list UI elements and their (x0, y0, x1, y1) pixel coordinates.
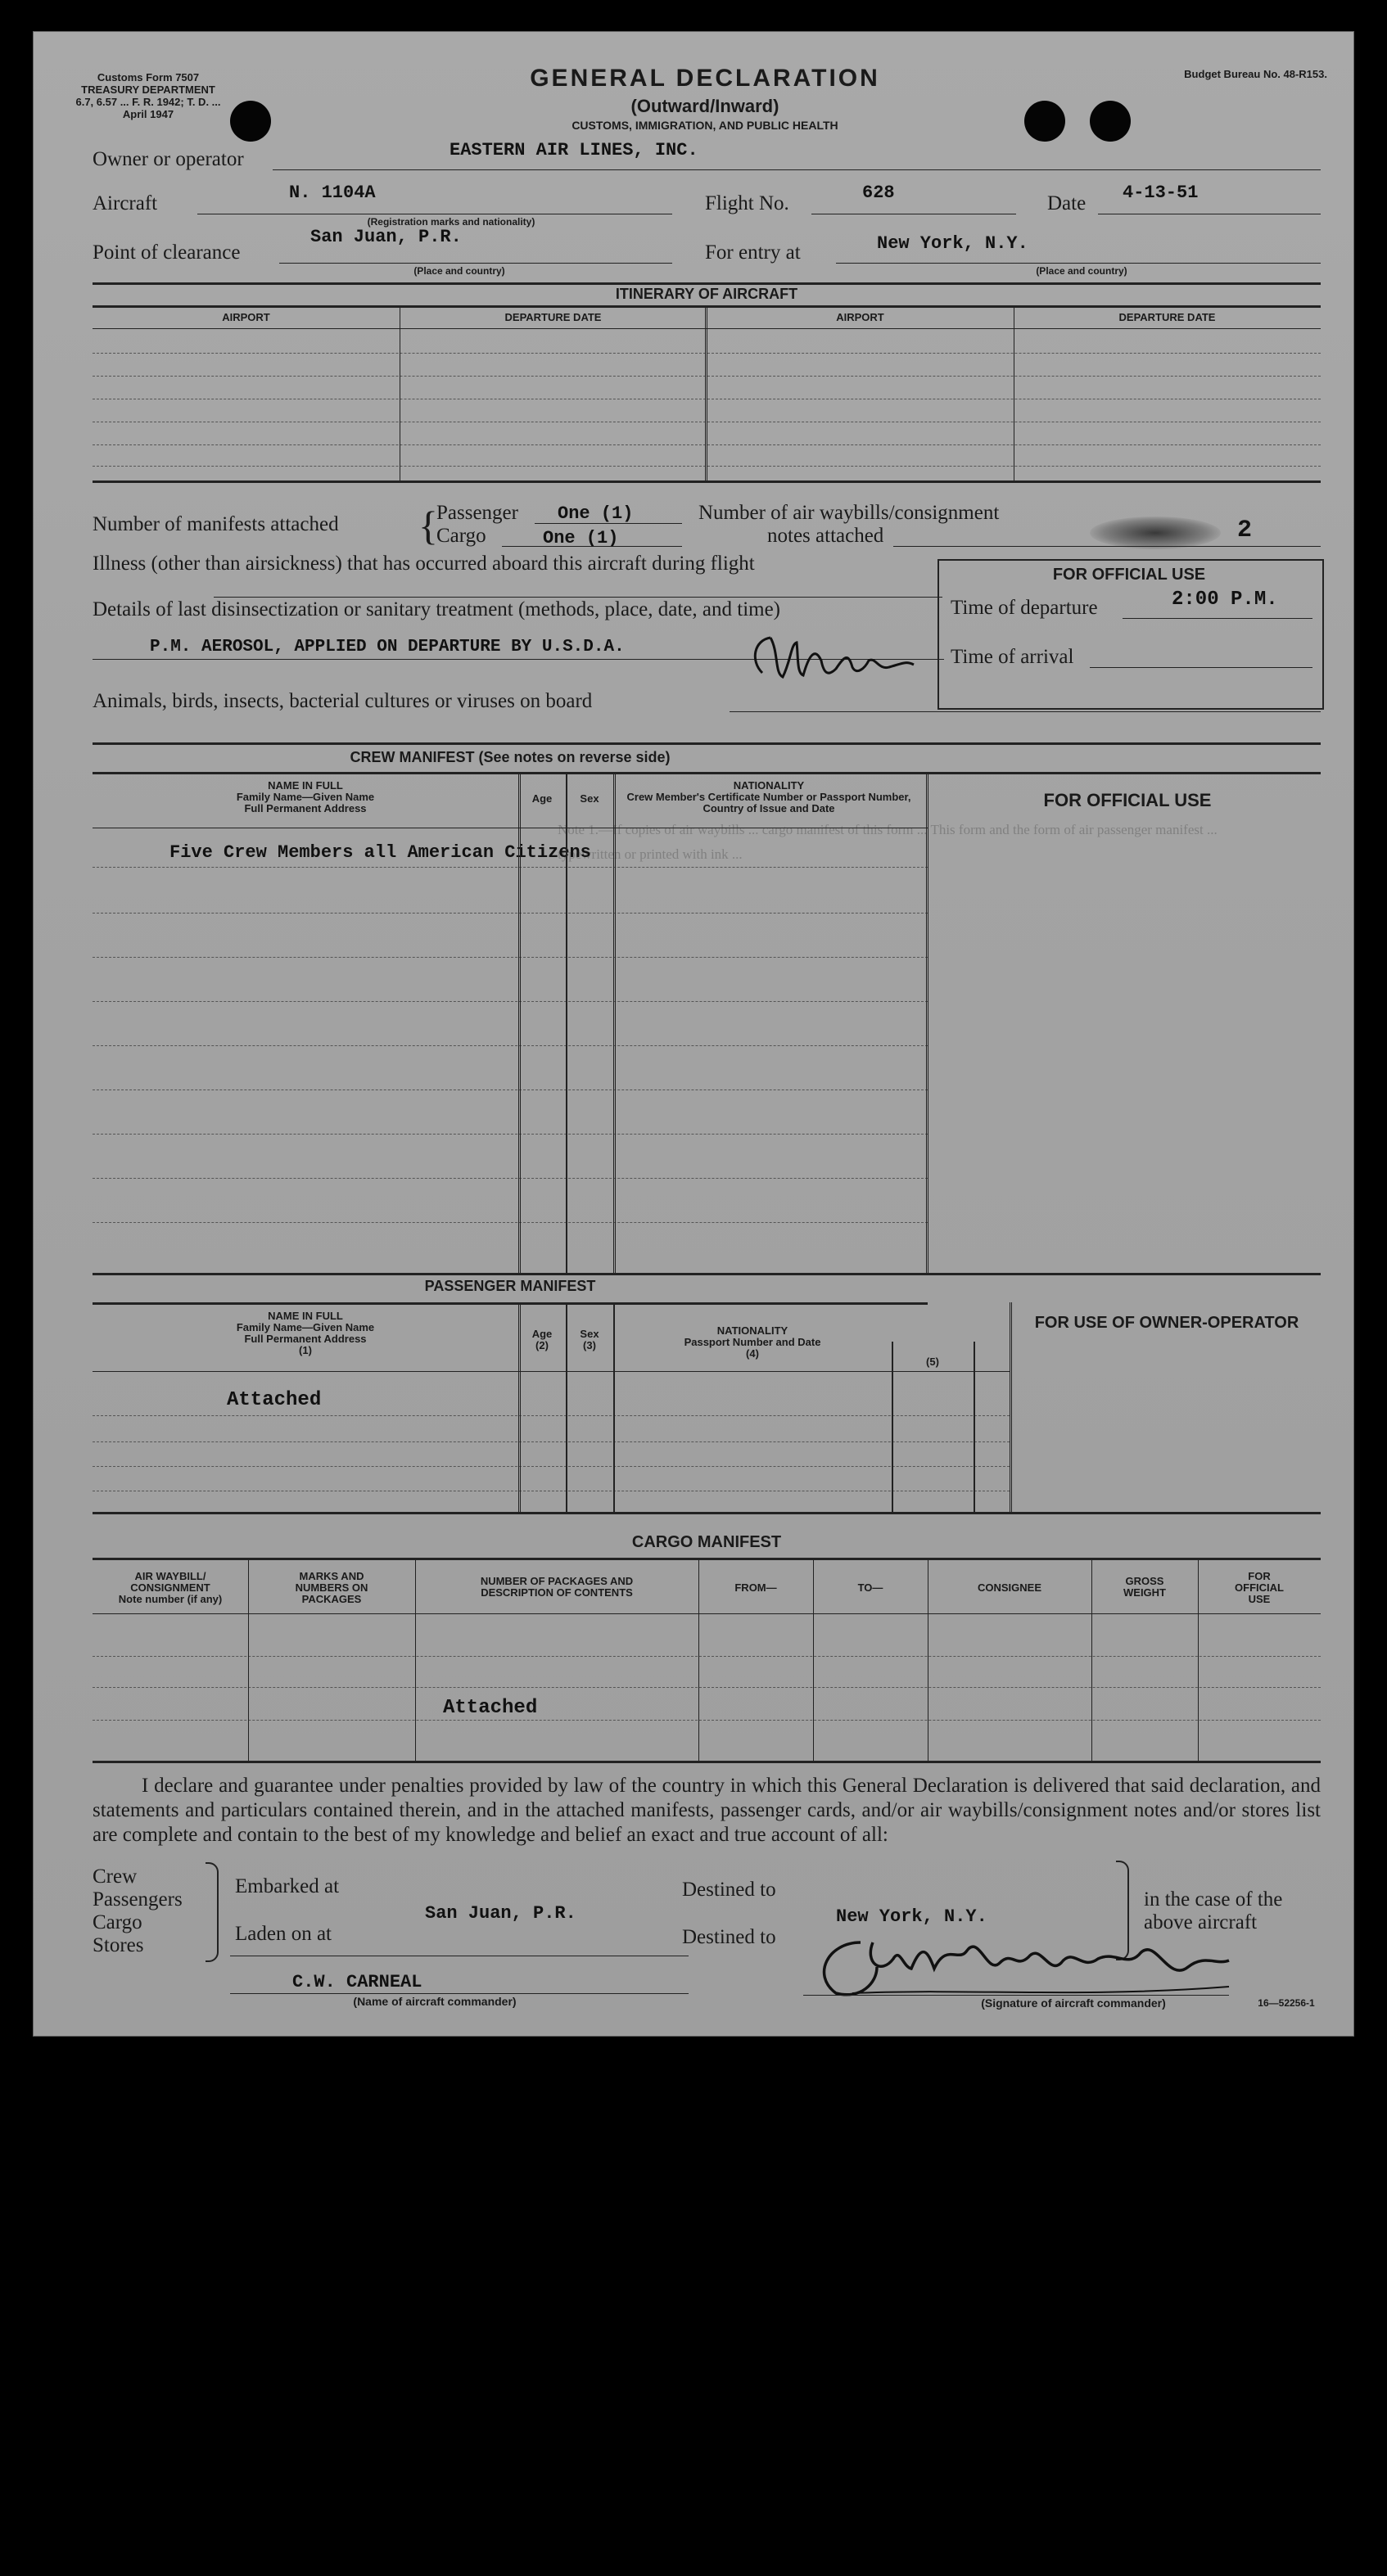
form-title: GENERAL DECLARATION (530, 65, 880, 92)
itinerary-heading: ITINERARY OF AIRCRAFT (615, 286, 798, 302)
animals-label: Animals, birds, insects, bacterial cultures or viruses on board (93, 690, 593, 712)
itinerary-col-departure-1: DEPARTURE DATE (504, 311, 602, 323)
form-number: Customs Form 7507 (97, 71, 200, 83)
aircraft-value: N. 1104A (289, 183, 376, 203)
passenger-col-nationality: NATIONALITY Passport Number and Date (4) (684, 1324, 821, 1360)
clearance-note: (Place and country) (413, 265, 505, 277)
embarked-label: Embarked at (235, 1875, 340, 1897)
list-stores: Stores (93, 1934, 144, 1956)
cargo-entry: Attached (443, 1697, 538, 1719)
crew-entry: Five Crew Members all American Citizens (169, 842, 591, 863)
cargo-label: Cargo (436, 525, 486, 547)
embarked-value: San Juan, P.R. (425, 1903, 576, 1924)
form-date: April 1947 (122, 108, 174, 120)
bleed-through-text: Note 1.—If copies of air waybills ... cargo manifest of this form ... This form and the form of air passenger manifest ... typewritten or printed with ink ... (558, 822, 1218, 862)
entry-note: (Place and country) (1036, 265, 1127, 277)
destined-label-2: Destined to (682, 1926, 776, 1948)
cargo-col-weight: GROSS WEIGHT (1123, 1575, 1166, 1599)
cargo-col-from: FROM— (734, 1581, 777, 1594)
regulation-ref: 6.7, 6.57 ... F. R. 1942; T. D. ... (75, 96, 221, 108)
cargo-col-to: TO— (857, 1581, 883, 1594)
list-crew: Crew (93, 1865, 138, 1888)
aircraft-note: (Registration marks and nationality) (367, 216, 535, 228)
list-passengers: Passengers (93, 1888, 183, 1911)
waybills-label-1: Number of air waybills/consignment (698, 502, 1000, 524)
case-text: in the case of the above aircraft (1144, 1888, 1283, 1933)
list-cargo: Cargo (93, 1911, 142, 1933)
declaration-form (33, 31, 1354, 2037)
punch-hole (230, 101, 271, 142)
date-label: Date (1047, 192, 1087, 214)
flight-value: 628 (862, 183, 895, 203)
owner-label: Owner or operator (93, 148, 244, 170)
signature-note: (Signature of aircraft commander) (981, 1996, 1166, 2010)
crew-heading: CREW MANIFEST (See notes on reverse side) (350, 749, 671, 765)
waybills-count: 2 (1237, 517, 1253, 544)
declaration-text: I declare and guarantee under penalties provided by law of the country in which this General Declaration is delivered that said declaration, and statements and particulars contained therein, and in the attached manifests, passenger cards, and/or air waybills/consignment notes and/or stores list are complete and contain to the best of my knowledge and belief an exact and true account of all: (93, 1775, 1321, 1846)
crew-col-age: Age (531, 792, 553, 805)
cargo-count: One (1) (543, 528, 619, 548)
entry-value: New York, N.Y. (877, 233, 1028, 254)
crew-col-official: FOR OFFICIAL USE (1043, 790, 1212, 810)
itinerary-col-airport-1: AIRPORT (222, 311, 270, 323)
list-brace (206, 1862, 219, 1962)
destined-label-1: Destined to (682, 1879, 776, 1901)
commander-note: (Name of aircraft commander) (353, 1995, 517, 2008)
passenger-col-5: (5) (926, 1356, 939, 1368)
ink-smudge (1090, 517, 1221, 549)
form-subtitle: (Outward/Inward) (630, 96, 779, 116)
waybills-label-2: notes attached (767, 525, 884, 547)
cargo-col-description: NUMBER OF PACKAGES AND DESCRIPTION OF CONTENTS (480, 1575, 634, 1599)
illness-label: Illness (other than airsickness) that has occurred aboard this aircraft during flight (93, 553, 755, 575)
form-subheading: CUSTOMS, IMMIGRATION, AND PUBLIC HEALTH (572, 119, 838, 132)
laden-label: Laden on at (235, 1923, 332, 1945)
cargo-col-marks: MARKS AND NUMBERS ON PACKAGES (295, 1570, 368, 1605)
cargo-heading: CARGO MANIFEST (631, 1533, 782, 1551)
budget-number: Budget Bureau No. 48-R153. (1184, 68, 1327, 80)
itinerary-col-departure-2: DEPARTURE DATE (1118, 311, 1216, 323)
departure-time-label: Time of departure (951, 597, 1098, 619)
print-code: 16—52256-1 (1258, 1997, 1315, 2009)
passenger-col-name: NAME IN FULL Family Name—Given Name Full Permanent Address (1) (236, 1310, 375, 1356)
date-value: 4-13-51 (1123, 183, 1199, 203)
cargo-col-waybill: AIR WAYBILL/ CONSIGNMENT Note number (if any) (118, 1570, 223, 1605)
department: TREASURY DEPARTMENT (81, 83, 215, 96)
itinerary-col-airport-2: AIRPORT (836, 311, 884, 323)
cargo-col-official: FOR OFFICIAL USE (1235, 1570, 1284, 1605)
form-number-block (66, 71, 230, 120)
initials-signature (746, 628, 934, 693)
punch-hole (1024, 101, 1065, 142)
commander-name: C.W. CARNEAL (292, 1972, 422, 1992)
crew-col-name: NAME IN FULL Family Name—Given Name Full Permanent Address (236, 779, 375, 814)
punch-hole (1090, 101, 1131, 142)
official-use-heading: FOR OFFICIAL USE (1052, 566, 1206, 584)
passenger-col-owner: FOR USE OF OWNER-OPERATOR (1034, 1314, 1299, 1332)
crew-col-sex: Sex (580, 792, 599, 805)
manifests-brace: { (418, 503, 438, 548)
arrival-time-label: Time of arrival (951, 646, 1074, 668)
disinsect-value: P.M. AEROSOL, APPLIED ON DEPARTURE BY U.S.D.A. (150, 638, 625, 656)
passenger-col-age: Age (2) (531, 1328, 553, 1351)
entry-label: For entry at (705, 241, 801, 264)
passenger-heading: PASSENGER MANIFEST (424, 1278, 596, 1294)
manifests-label: Number of manifests attached (93, 513, 339, 535)
passenger-col-sex: Sex (3) (580, 1328, 599, 1351)
cargo-col-consignee: CONSIGNEE (977, 1581, 1041, 1594)
owner-value: EASTERN AIR LINES, INC. (450, 140, 698, 160)
departure-time-value: 2:00 P.M. (1172, 589, 1278, 611)
destined-value: New York, N.Y. (836, 1906, 987, 1927)
crew-col-nationality: NATIONALITY Crew Member's Certificate Number or Passport Number, Country of Issue and Date (626, 779, 911, 814)
passenger-count: One (1) (558, 503, 634, 524)
disinsect-label: Details of last disinsectization or sanitary treatment (methods, place, date, and time) (93, 598, 781, 620)
passenger-label: Passenger (436, 502, 518, 524)
clearance-value: San Juan, P.R. (310, 227, 462, 247)
aircraft-label: Aircraft (93, 192, 158, 214)
passenger-entry: Attached (227, 1389, 322, 1411)
clearance-label: Point of clearance (93, 241, 241, 264)
flight-label: Flight No. (705, 192, 789, 214)
